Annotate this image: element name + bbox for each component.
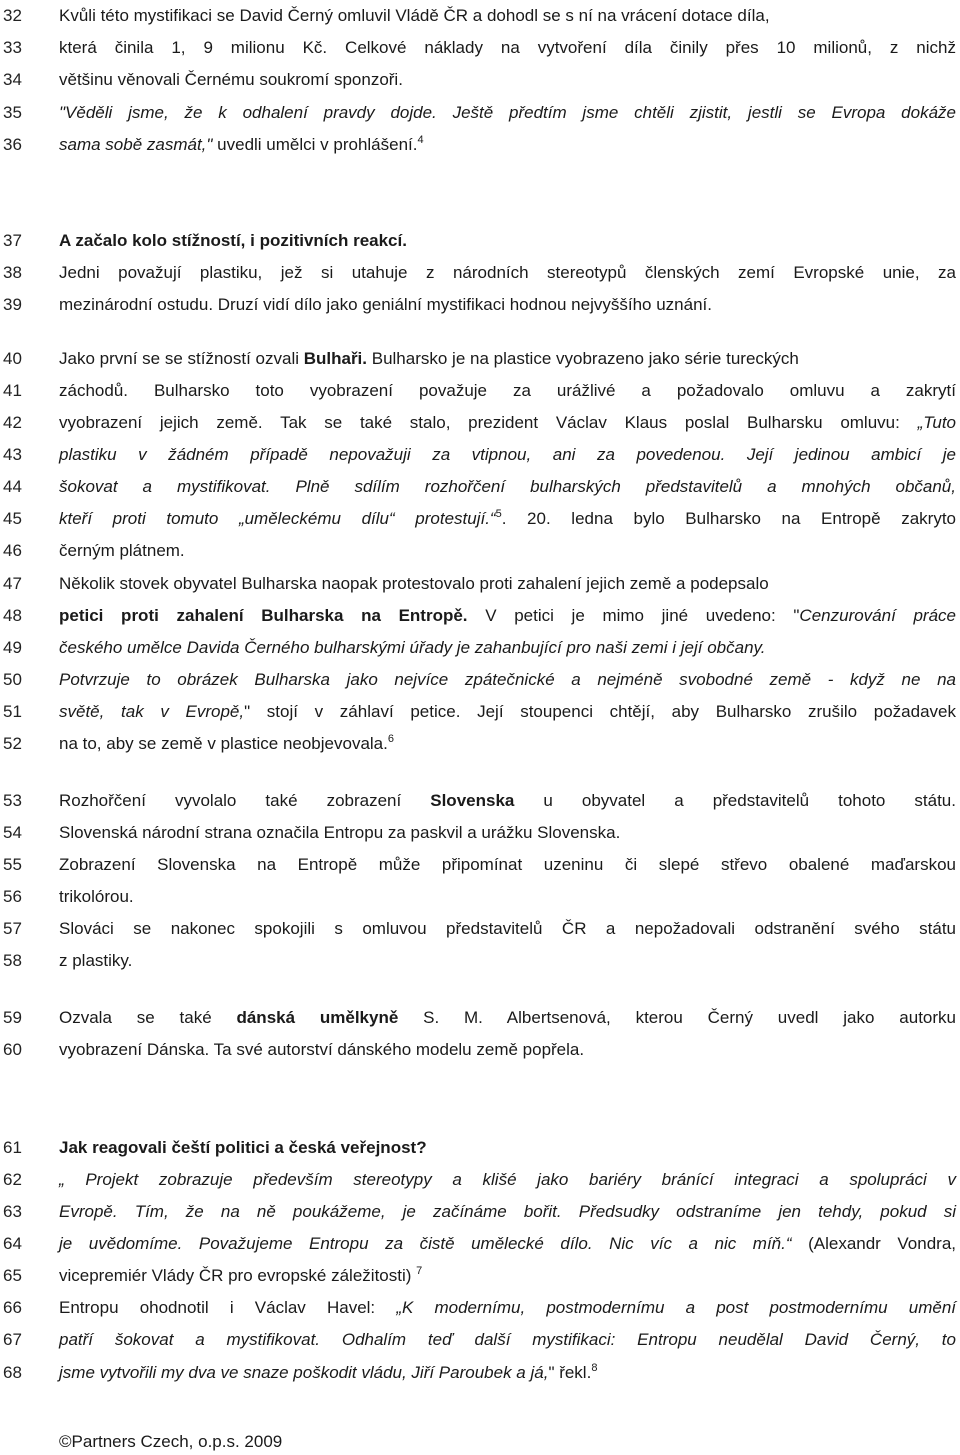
line-text: [59, 4, 956, 28]
text-line: [0, 636, 960, 668]
text-segment: Jedni považují plastiku, jež si utahuje z národních stereotypů členských zemí Evropské unie, za: [59, 263, 956, 282]
footnote-ref: 8: [591, 1362, 598, 1374]
line-number: 48: [3, 606, 22, 625]
line-text: [59, 885, 956, 909]
text-line: [0, 885, 960, 917]
text-line: [0, 700, 960, 732]
text-segment: jsme vytvořili my dva ve snaze poškodit vládu, Jiří Paroubek a já,: [59, 1363, 549, 1382]
line-text: [59, 1136, 956, 1160]
text-line: [0, 4, 960, 36]
line-number: 41: [3, 381, 22, 400]
line-number: 61: [3, 1138, 22, 1157]
text-segment: vyobrazení jejich země. Tak se také stalo, prezident Václav Klaus poslal Bulharsku omluvu:: [59, 413, 918, 432]
line-number: 68: [3, 1363, 22, 1382]
line-number: 62: [3, 1170, 22, 1189]
text-segment: trikolórou.: [59, 887, 134, 906]
line-text: [59, 475, 956, 499]
text-segment: Jak reagovali čeští politici a česká veřejnost?: [59, 1138, 427, 1157]
text-line: [0, 379, 960, 411]
line-number: 57: [3, 919, 22, 938]
line-text: [59, 507, 956, 531]
text-line: [0, 917, 960, 949]
text-segment: českého umělce Davida Černého bulharskými úřady je zahanbující pro naši zemi i její občany.: [59, 638, 766, 657]
line-text: [59, 411, 956, 435]
text-segment: Jako první se se stížností ozvali: [59, 349, 304, 368]
text-segment: Několik stovek obyvatel Bulharska naopak protestovalo proti zahalení jejich země a podepsalo: [59, 574, 769, 593]
text-line: [0, 604, 960, 636]
text-line: [0, 1361, 960, 1393]
text-segment: Kvůli této mystifikaci se David Černý omluvil Vládě ČR a dohodl se s ní na vrácení dotace díla,: [59, 6, 770, 25]
line-text: [59, 379, 956, 403]
text-line: [0, 1136, 960, 1168]
line-text: [59, 347, 956, 371]
text-line: [0, 347, 960, 379]
copyright-footer: ©Partners Czech, o.p.s. 2009: [59, 1432, 283, 1451]
text-segment: Cenzurování práce: [799, 606, 956, 625]
text-segment: " stojí v záhlaví petice. Její stoupenci chtějí, aby Bulharsko zrušilo požadavek: [244, 702, 956, 721]
line-number: 65: [3, 1266, 22, 1285]
line-number: 52: [3, 734, 22, 753]
text-segment: na to, aby se země v plastice neobjevovala.: [59, 734, 388, 753]
text-segment: " řekl.: [548, 1363, 592, 1382]
text-segment: vicepremiér Vlády ČR pro evropské záležitosti): [59, 1266, 417, 1285]
text-segment: uvedli umělci v prohlášení.: [212, 135, 418, 154]
text-segment: Entropu ohodnotil i Václav Havel:: [59, 1298, 397, 1317]
line-text: [59, 1328, 956, 1352]
text-line: [0, 789, 960, 821]
text-line: [0, 68, 960, 100]
text-segment: A začalo kolo stížností, i pozitivních reakcí.: [59, 231, 407, 250]
line-text: [59, 293, 956, 317]
line-number: 54: [3, 823, 22, 842]
text-line: [0, 539, 960, 571]
text-line: [0, 133, 960, 165]
line-text: [59, 68, 956, 92]
line-text: [59, 443, 956, 467]
line-number: 42: [3, 413, 22, 432]
line-number: 55: [3, 855, 22, 874]
line-text: [59, 1232, 956, 1256]
line-text: [59, 732, 956, 756]
text-segment: černým plátnem.: [59, 541, 185, 560]
text-line: [0, 572, 960, 604]
line-text: [59, 789, 956, 813]
text-segment: S. M. Albertsenová, kterou Černý uvedl jako autorku: [398, 1008, 956, 1027]
line-number: 47: [3, 574, 22, 593]
text-segment: Bulharsko je na plastice vyobrazeno jako série tureckých: [367, 349, 799, 368]
line-text: [59, 539, 956, 563]
line-number: 35: [3, 103, 22, 122]
line-text: [59, 668, 956, 692]
text-segment: Rozhořčení vyvolalo také zobrazení: [59, 791, 431, 810]
line-text: [59, 636, 956, 660]
text-segment: „K modernímu, postmodernímu a post postmodernímu umění: [396, 1298, 956, 1317]
text-segment: Evropě. Tím, že na ně poukážeme, je začínáme bořit. Předsudky odstraníme jen tehdy, pokud si: [59, 1202, 956, 1221]
text-line: [0, 949, 960, 981]
text-line: [0, 1328, 960, 1360]
text-line: [0, 443, 960, 475]
text-line: [0, 732, 960, 764]
text-line: [0, 1296, 960, 1328]
line-number: 46: [3, 541, 22, 560]
line-number: 44: [3, 477, 22, 496]
text-line: [0, 261, 960, 293]
text-segment: Slovenska: [430, 791, 515, 810]
line-text: [59, 101, 956, 125]
line-text: [59, 700, 956, 724]
text-segment: plastiku v žádném případě nepovažuji za vtipnou, ani za povedenou. Její jedinou ambicí je: [59, 445, 956, 464]
line-number: 56: [3, 887, 22, 906]
text-segment: petici proti zahalení Bulharska na Entropě.: [59, 606, 468, 625]
text-line: [0, 1168, 960, 1200]
text-segment: sama sobě zasmát,": [59, 135, 213, 154]
line-text: [59, 572, 956, 596]
text-line: [0, 1038, 960, 1070]
text-line: [0, 293, 960, 325]
line-text: [59, 1038, 956, 1062]
line-text: [59, 1006, 956, 1030]
text-line: [0, 1200, 960, 1232]
line-text: [59, 261, 956, 285]
line-number: 40: [3, 349, 22, 368]
line-number: 51: [3, 702, 22, 721]
line-number: 39: [3, 295, 22, 314]
text-line: [0, 1264, 960, 1296]
footnote-ref: 4: [417, 134, 424, 146]
text-segment: z plastiky.: [59, 951, 133, 970]
footnote-ref: 6: [387, 733, 394, 745]
text-line: [0, 101, 960, 133]
footnote-ref: 7: [416, 1265, 423, 1277]
line-number: 33: [3, 38, 22, 57]
line-number: 63: [3, 1202, 22, 1221]
line-text: [59, 133, 956, 157]
text-line: [0, 475, 960, 507]
line-text: [59, 229, 956, 253]
line-number: 49: [3, 638, 22, 657]
text-line: [0, 668, 960, 700]
line-number: 50: [3, 670, 22, 689]
line-text: [59, 1296, 956, 1320]
text-segment: je uvědomíme. Považujeme Entropu za čistě umělecké dílo. Nic víc a nic míň.“: [59, 1234, 792, 1253]
line-number: 66: [3, 1298, 22, 1317]
text-segment: "Věděli jsme, že k odhalení pravdy dojde. Ještě předtím jsme chtěli zjistit, jestli se Evropa dokáže: [59, 103, 956, 122]
line-number: 32: [3, 6, 22, 25]
text-segment: u obyvatel a představitelů tohoto státu.: [514, 791, 956, 810]
text-line: [0, 36, 960, 68]
line-text: [59, 36, 956, 60]
text-line: [0, 1006, 960, 1038]
text-segment: „ Projekt zobrazuje především stereotypy a klišé jako bariéry bránící integraci a spolupráci v: [59, 1170, 956, 1189]
text-segment: šokovat a mystifikovat. Plně sdílím rozhořčení bulharských představitelů a mnohých občanů,: [59, 477, 956, 496]
text-segment: Potvrzuje to obrázek Bulharska jako nejvíce zpátečnické a nejméně svobodné země - když ne na: [59, 670, 956, 689]
text-segment: záchodů. Bulharsko toto vyobrazení považuje za urážlivé a požadovalo omluvu a zakrytí: [59, 381, 956, 400]
line-number: 45: [3, 509, 22, 528]
text-segment: . 20. ledna bylo Bulharsko na Entropě zakryto: [501, 509, 956, 528]
line-text: [59, 1200, 956, 1224]
line-number: 64: [3, 1234, 22, 1253]
line-text: [59, 604, 956, 628]
line-number: 43: [3, 445, 22, 464]
line-text: [59, 853, 956, 877]
text-segment: patří šokovat a mystifikovat. Odhalím teď další mystifikaci: Entropu neudělal David Černý, to: [59, 1330, 956, 1349]
line-text: [59, 949, 956, 973]
text-segment: „Tuto: [917, 413, 956, 432]
text-segment: Slováci se nakonec spokojili s omluvou představitelů ČR a nepožadovali odstranění svého státu: [59, 919, 956, 938]
line-text: [59, 1361, 956, 1385]
line-text: [59, 1168, 956, 1192]
text-segment: Ozvala se také: [59, 1008, 237, 1027]
text-segment: dánská umělkyně: [236, 1008, 399, 1027]
line-text: [59, 917, 956, 941]
line-text: [59, 821, 956, 845]
line-number: 67: [3, 1330, 22, 1349]
text-segment: světě, tak v Evropě,: [59, 702, 245, 721]
text-segment: většinu věnovali Černému soukromí sponzoři.: [59, 70, 403, 89]
line-number: 60: [3, 1040, 22, 1059]
line-number: 38: [3, 263, 22, 282]
text-segment: Slovenská národní strana označila Entropu za paskvil a urážku Slovenska.: [59, 823, 621, 842]
line-number: 37: [3, 231, 22, 250]
text-line: [0, 411, 960, 443]
line-text: [59, 1264, 956, 1288]
text-line: [0, 821, 960, 853]
text-segment: Bulhaři.: [303, 349, 368, 368]
line-number: 34: [3, 70, 22, 89]
footnote-ref: 5: [495, 508, 502, 520]
line-number: 36: [3, 135, 22, 154]
text-segment: mezinárodní ostudu. Druzí vidí dílo jako geniální mystifikaci hodnou nejvyššího uznání.: [59, 295, 712, 314]
text-line: [0, 853, 960, 885]
text-segment: kteří proti tomuto „uměleckému dílu“ protestují.“: [59, 509, 496, 528]
text-segment: vyobrazení Dánska. Ta své autorství dánského modelu země popřela.: [59, 1040, 585, 1059]
text-segment: (Alexandr Vondra,: [791, 1234, 957, 1253]
text-segment: Zobrazení Slovenska na Entropě může připomínat uzeninu či slepé střevo obalené maďarskou: [59, 855, 956, 874]
text-segment: V petici je mimo jiné uvedeno: ": [467, 606, 800, 625]
text-segment: která činila 1, 9 milionu Kč. Celkové náklady na vytvoření díla činily přes 10 milionů, z nichž: [59, 38, 956, 57]
text-line: [0, 1232, 960, 1264]
line-number: 59: [3, 1008, 22, 1027]
line-number: 58: [3, 951, 22, 970]
line-number: 53: [3, 791, 22, 810]
text-line: [0, 507, 960, 539]
text-line: [0, 229, 960, 261]
